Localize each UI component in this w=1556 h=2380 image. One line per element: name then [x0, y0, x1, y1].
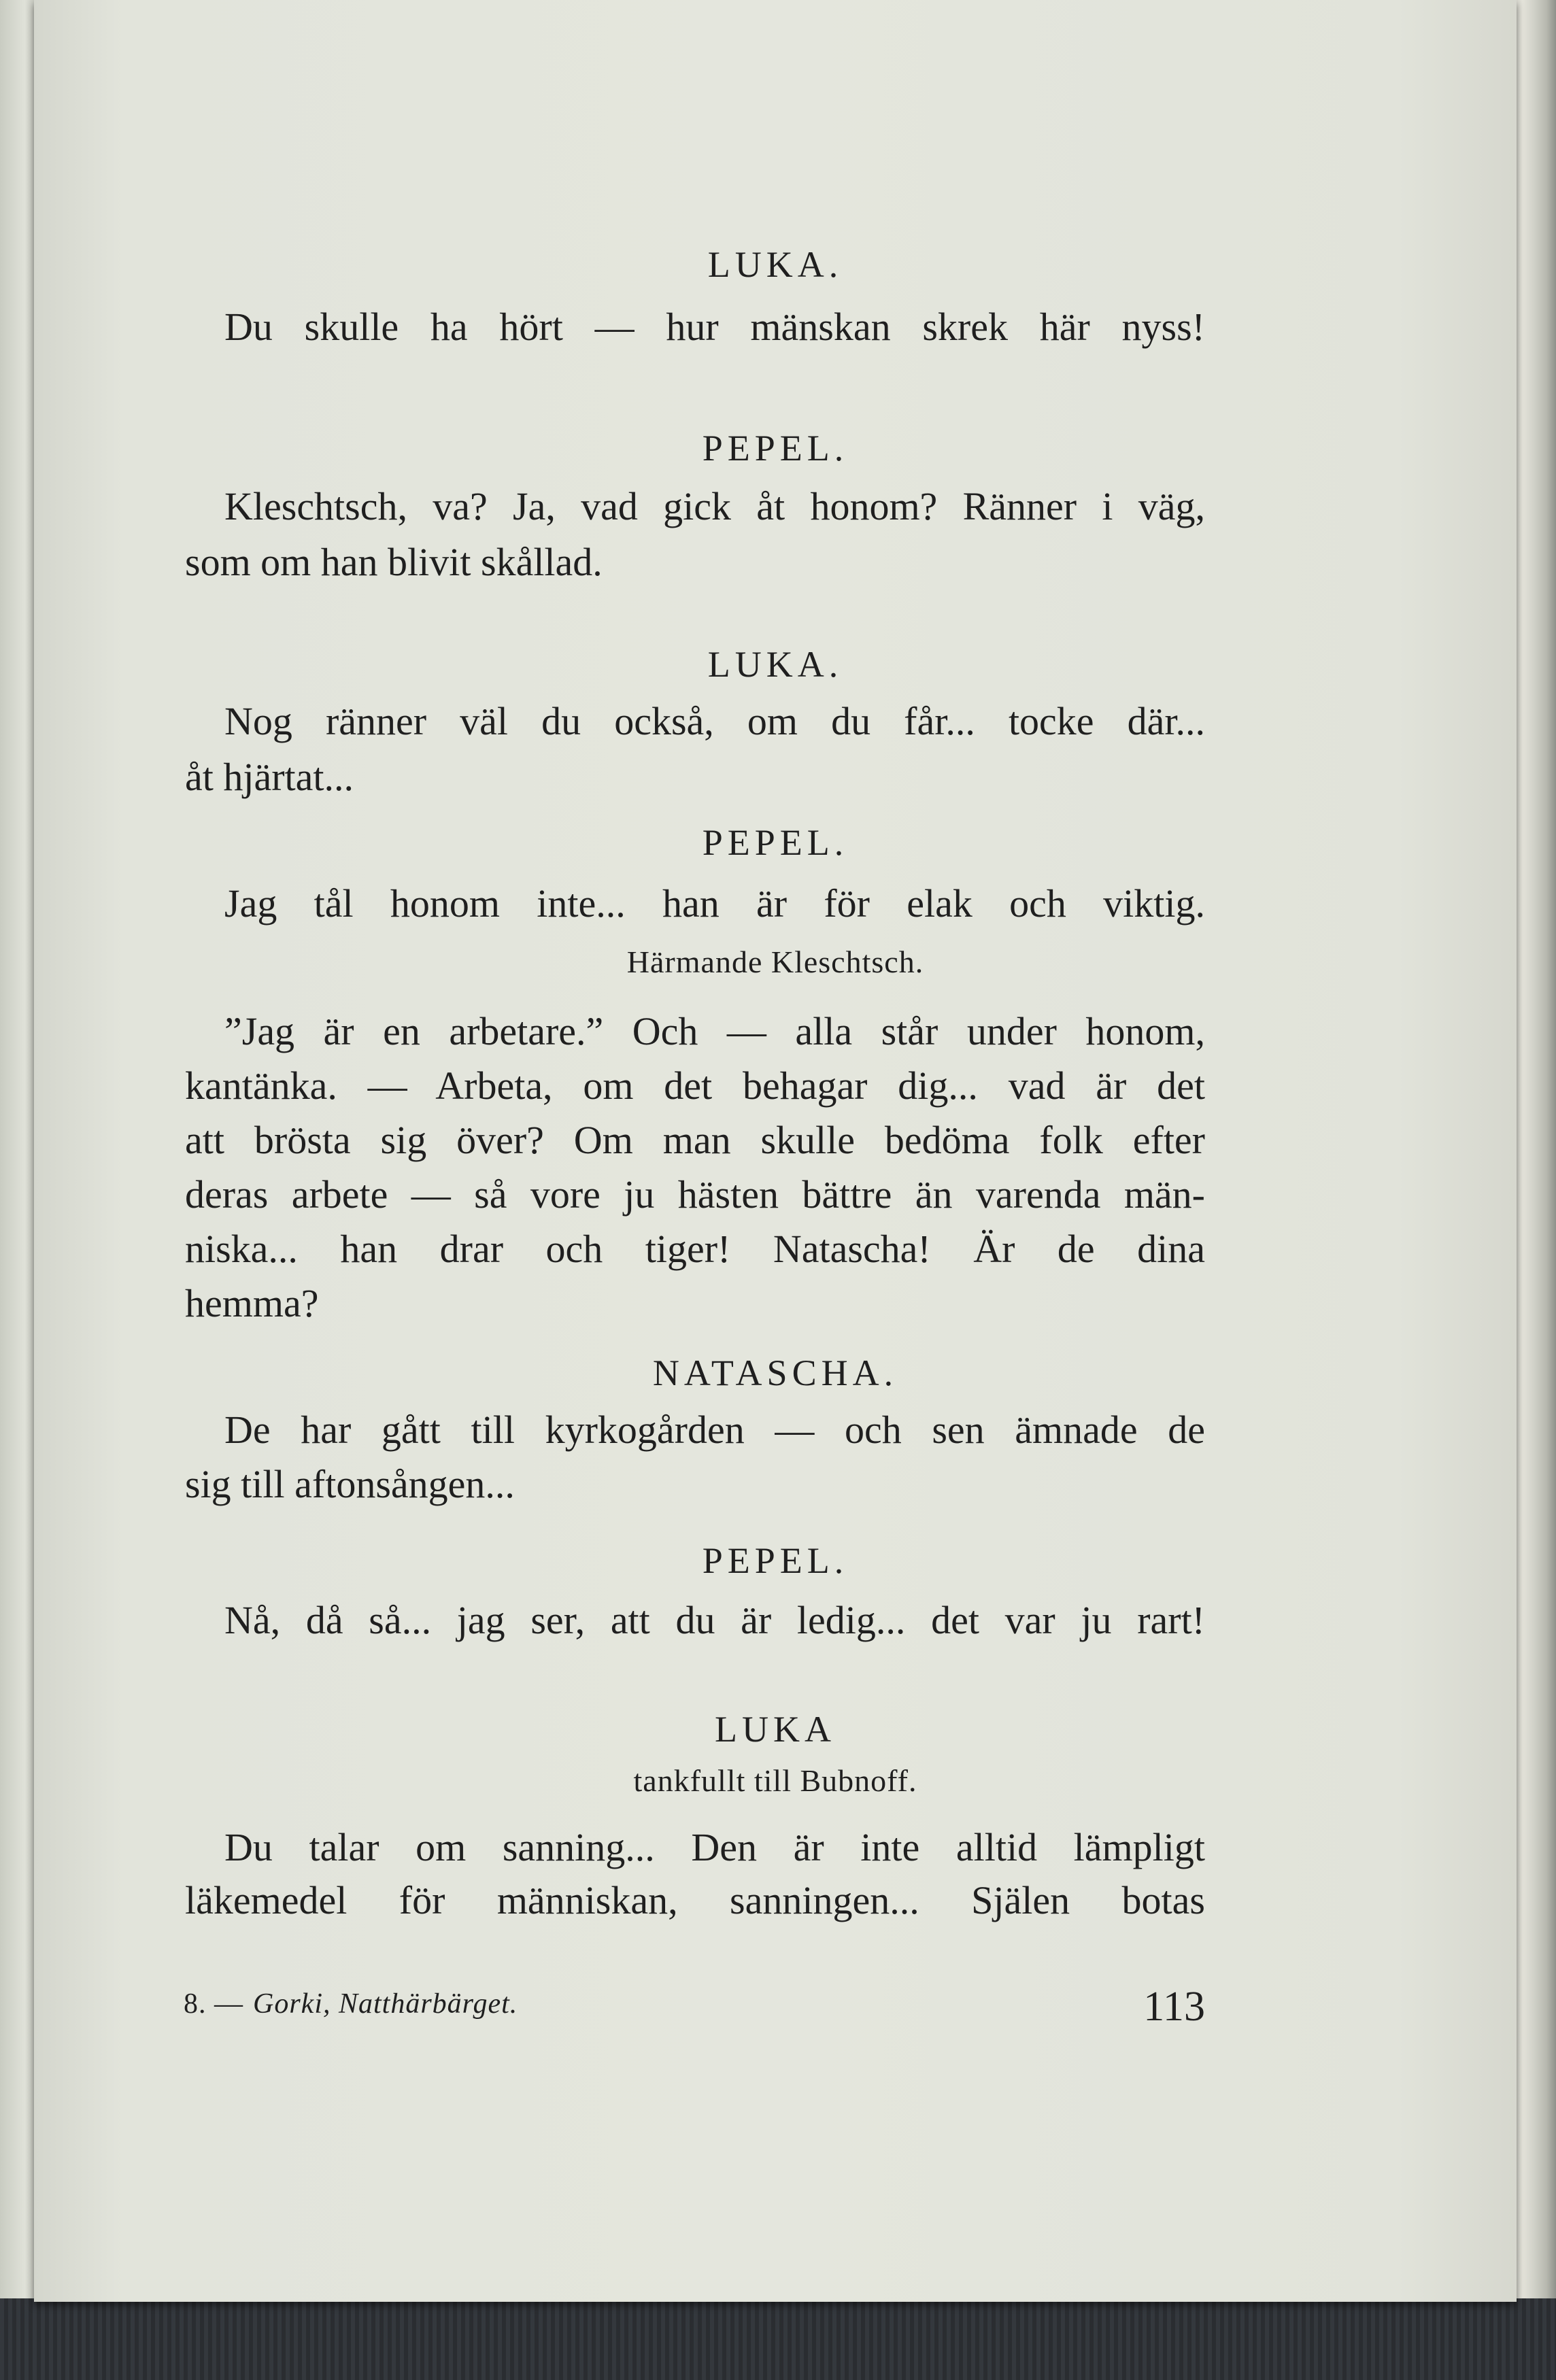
dialogue-line: Du skulle ha hört — hur mänskan skrek här nyss!	[224, 305, 1205, 349]
signature-text: Gorki, Natthärbärget.	[253, 1988, 518, 2020]
dialogue-line: Nå, då så... jag ser, att du är ledig... det var ju rart!	[224, 1598, 1205, 1642]
dialogue-line: Kleschtsch, va? Ja, vad gick åt honom? Ränner i väg,	[224, 484, 1205, 528]
speaker-name: NATASCHA.	[652, 1353, 898, 1393]
speaker-name: PEPEL.	[702, 1540, 849, 1581]
speaker-name: LUKA.	[707, 244, 843, 285]
dialogue-line: De har gått till kyrkogården — och sen ämnade de	[224, 1408, 1205, 1452]
dialogue-line: åt hjärtat...	[185, 755, 354, 799]
stage-direction: tankfullt till Bubnoff.	[633, 1763, 917, 1798]
page-number: 113	[1143, 1984, 1205, 2030]
dialogue-line: kantänka. — Arbeta, om det behagar dig... vad är det	[185, 1064, 1205, 1108]
dialogue-line: hemma?	[185, 1281, 319, 1325]
speaker-name: PEPEL.	[702, 428, 849, 469]
dialogue-line: Nog ränner väl du också, om du får... tocke där...	[224, 699, 1205, 743]
dialogue-line: att brösta sig över? Om man skulle bedöma folk efter	[185, 1118, 1205, 1162]
dialogue-line: som om han blivit skållad.	[185, 540, 603, 584]
dialogue-line: Du talar om sanning... Den är inte alltid lämpligt	[224, 1825, 1205, 1869]
dialogue-line: läkemedel för människan, sanningen... Själen botas	[185, 1878, 1205, 1922]
signature-number: 8. —	[184, 1988, 243, 2020]
dialogue-line: niska... han drar och tiger! Natascha! Är de dina	[185, 1227, 1205, 1271]
dialogue-line: ”Jag är en arbetare.” Och — alla står under honom,	[224, 1009, 1205, 1053]
dialogue-line: deras arbete — så vore ju hästen bättre än varenda män-	[185, 1172, 1205, 1217]
speaker-name: LUKA	[715, 1709, 836, 1750]
signature-line	[184, 1990, 518, 2018]
dialogue-line: sig till aftonsången...	[185, 1462, 515, 1506]
dialogue-line: Jag tål honom inte... han är för elak och viktig.	[224, 881, 1205, 925]
stage-direction: Härmande Kleschtsch.	[626, 945, 924, 979]
speaker-name: PEPEL.	[702, 822, 849, 863]
speaker-name: LUKA.	[707, 644, 843, 685]
